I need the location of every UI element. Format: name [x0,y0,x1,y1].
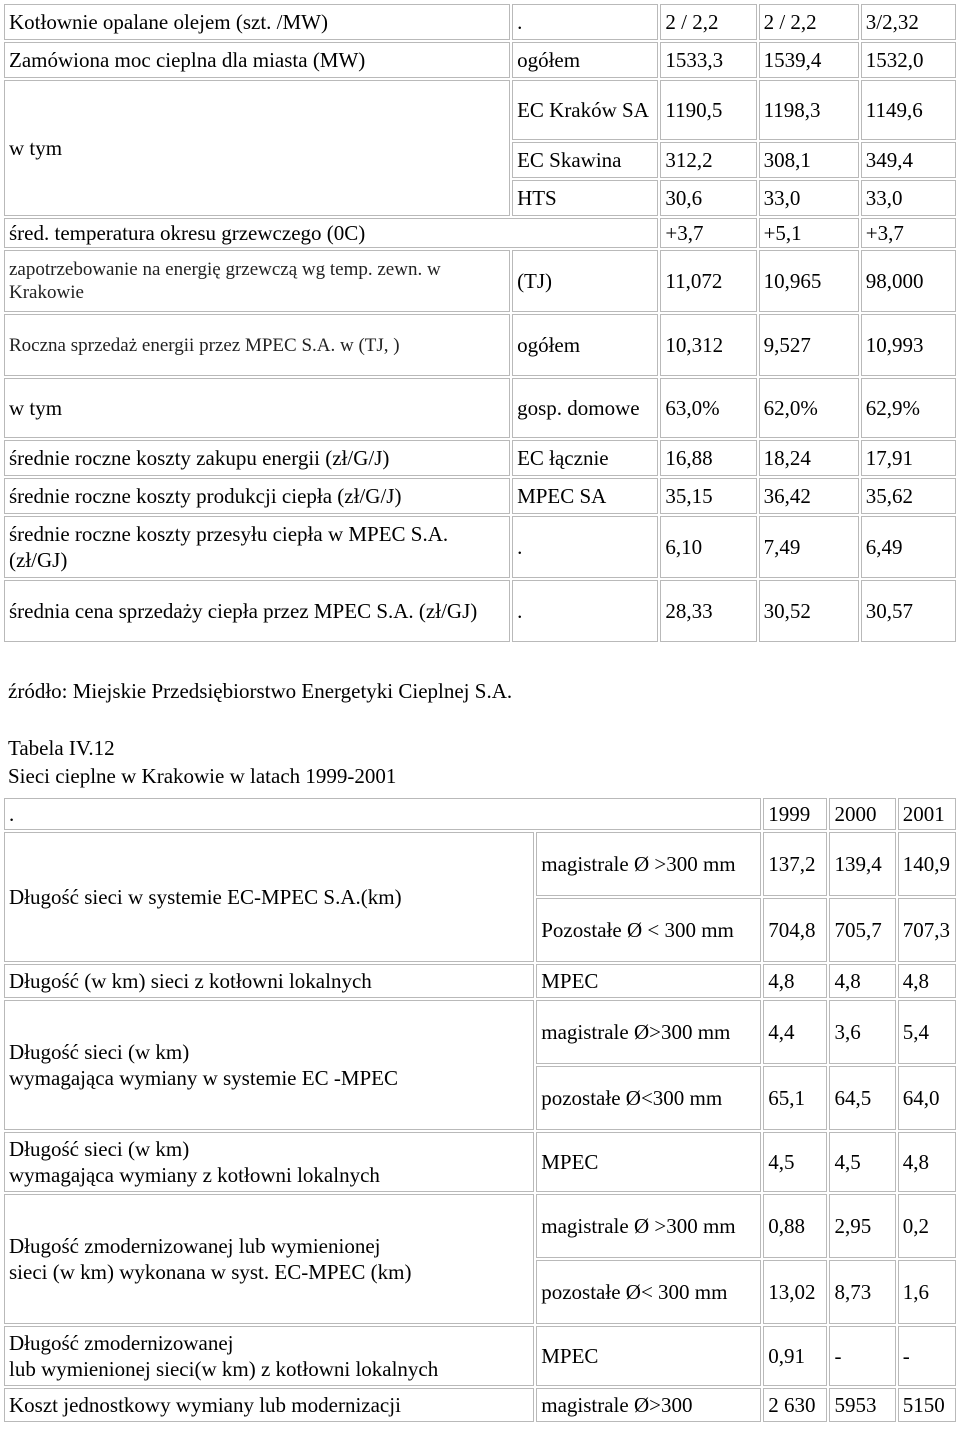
row-label-line2: wymagająca wymiany z kotłowni lokalnych [9,1163,380,1187]
table-row [4,1194,956,1258]
caption-title: Tabela IV.12 [8,736,115,760]
value-1999: 28,33 [660,580,756,642]
value-1999: 35,15 [660,478,756,514]
value-2000: 4,5 [829,1132,895,1192]
row-label: średnie roczne koszty przesyłu ciepła w MPEC S.A. (zł/GJ) [4,516,510,578]
header-year-1999: 1999 [763,798,827,830]
value-2001: 6,49 [861,516,956,578]
row-sub: EC Skawina [512,142,658,178]
value-2000: 36,42 [759,478,859,514]
table-row [4,478,956,514]
row-sub: magistrale Ø>300 mm [536,1000,761,1064]
value-1999: 2 / 2,2 [660,4,756,40]
table-row [4,1388,956,1422]
table-row [4,1326,956,1386]
value-2001: 0,2 [898,1194,956,1258]
row-label: śred. temperatura okresu grzewczego (0C) [4,218,658,248]
row-label [4,1194,534,1324]
value-2000: 33,0 [759,180,859,216]
row-label: średnie roczne koszty zakupu energii (zł/G/J) [4,440,510,476]
row-label-line1: Długość sieci (w km) [9,1040,190,1064]
table-row [4,516,956,578]
row-sub: . [512,4,658,40]
value-2001: +3,7 [861,218,956,248]
row-label-line2: lub wymienionej sieci(w km) z kotłowni lokalnych [9,1357,439,1381]
value-2001: 349,4 [861,142,956,178]
caption-subtitle: Sieci cieplne w Krakowie w latach 1999-2001 [8,764,397,788]
table-row [4,378,956,438]
value-2000: - [829,1326,895,1386]
value-2000: 705,7 [829,898,895,962]
table-row [4,250,956,312]
value-2000: 5953 [829,1388,895,1422]
row-sub: magistrale Ø >300 mm [536,1194,761,1258]
table-row [4,964,956,998]
row-label: średnie roczne koszty produkcji ciepła (zł/G/J) [4,478,510,514]
value-2001: 33,0 [861,180,956,216]
row-label: Długość (w km) sieci z kotłowni lokalnych [4,964,534,998]
value-2001: 35,62 [861,478,956,514]
value-1999: 312,2 [660,142,756,178]
header-dot: . [4,798,761,830]
value-2001: 1149,6 [861,80,956,140]
value-1999: 13,02 [763,1260,827,1324]
heating-network-table [2,796,958,1424]
value-1999: 6,10 [660,516,756,578]
table-row [4,42,956,78]
table-row [4,580,956,642]
value-1999: 1190,5 [660,80,756,140]
value-2000: 2 / 2,2 [759,4,859,40]
row-label: Długość sieci w systemie EC-MPEC S.A.(km) [4,832,534,962]
value-2001: 1532,0 [861,42,956,78]
value-2001: 5150 [898,1388,956,1422]
row-label-line1: Długość zmodernizowanej lub wymienionej [9,1234,381,1258]
value-2001: - [898,1326,956,1386]
value-2000: 8,73 [829,1260,895,1324]
value-2000: 1539,4 [759,42,859,78]
value-2001: 3/2,32 [861,4,956,40]
value-2000: 3,6 [829,1000,895,1064]
value-2001: 4,8 [898,1132,956,1192]
row-sub: pozostałe Ø< 300 mm [536,1260,761,1324]
value-2000: 308,1 [759,142,859,178]
row-label: średnia cena sprzedaży ciepła przez MPEC S.A. (zł/GJ) [4,580,510,642]
value-2000: 7,49 [759,516,859,578]
row-sub: HTS [512,180,658,216]
value-2001: 98,000 [861,250,956,312]
table-row [4,440,956,476]
row-label [4,1000,534,1130]
value-2000: 30,52 [759,580,859,642]
value-2001: 17,91 [861,440,956,476]
table-row [4,1132,956,1192]
row-sub: MPEC SA [512,478,658,514]
row-sub: magistrale Ø >300 mm [536,832,761,896]
value-2000: 18,24 [759,440,859,476]
value-2000: 1198,3 [759,80,859,140]
row-sub: MPEC [536,1326,761,1386]
value-2001: 62,9% [861,378,956,438]
row-sub: EC łącznie [512,440,658,476]
value-2001: 5,4 [898,1000,956,1064]
table-header-row [4,798,956,830]
value-2001: 707,3 [898,898,956,962]
value-2000: 2,95 [829,1194,895,1258]
value-1999: 30,6 [660,180,756,216]
value-2000: 10,965 [759,250,859,312]
value-2001: 64,0 [898,1066,956,1130]
value-2001: 10,993 [861,314,956,376]
row-label: w tym [4,378,510,438]
table-row [4,80,956,140]
row-sub: ogółem [512,314,658,376]
row-label: Zamówiona moc cieplna dla miasta (MW) [4,42,510,78]
row-label [4,1326,534,1386]
value-1999: 1533,3 [660,42,756,78]
value-2001: 140,9 [898,832,956,896]
table-row [4,1000,956,1064]
row-label: Roczna sprzedaż energii przez MPEC S.A. w (TJ, ) [4,314,510,376]
value-1999: 0,88 [763,1194,827,1258]
row-label-line1: Długość zmodernizowanej [9,1331,234,1355]
table-caption [8,734,396,790]
value-1999: 2 630 [763,1388,827,1422]
table-row [4,4,956,40]
row-sub: (TJ) [512,250,658,312]
value-2000: +5,1 [759,218,859,248]
header-year-2000: 2000 [829,798,895,830]
row-label-line2: sieci (w km) wykonana w syst. EC-MPEC (km) [9,1260,412,1284]
value-1999: 4,5 [763,1132,827,1192]
value-1999: 10,312 [660,314,756,376]
value-2001: 1,6 [898,1260,956,1324]
value-1999: 704,8 [763,898,827,962]
value-2000: 62,0% [759,378,859,438]
row-label [4,1132,534,1192]
row-label: Kotłownie opalane olejem (szt. /MW) [4,4,510,40]
row-sub: MPEC [536,964,761,998]
value-1999: 4,8 [763,964,827,998]
value-2000: 4,8 [829,964,895,998]
value-2000: 139,4 [829,832,895,896]
row-sub: EC Kraków SA [512,80,658,140]
value-2000: 64,5 [829,1066,895,1130]
row-label-line1: Długość sieci (w km) [9,1137,190,1161]
value-2001: 4,8 [898,964,956,998]
value-1999: 137,2 [763,832,827,896]
row-sub: gosp. domowe [512,378,658,438]
value-1999: 0,91 [763,1326,827,1386]
row-label: Koszt jednostkowy wymiany lub modernizacji [4,1388,534,1422]
row-sub: magistrale Ø>300 [536,1388,761,1422]
value-1999: +3,7 [660,218,756,248]
table-row [4,314,956,376]
value-2000: 9,527 [759,314,859,376]
row-label: zapotrzebowanie na energię grzewczą wg temp. zewn. w Krakowie [4,250,510,312]
row-sub: Pozostałe Ø < 300 mm [536,898,761,962]
heating-stats-table [2,2,958,644]
value-1999: 65,1 [763,1066,827,1130]
value-2001: 30,57 [861,580,956,642]
table-row [4,218,956,248]
source-note: źródło: Miejskie Przedsiębiorstwo Energetyki Cieplnej S.A. [8,679,513,703]
value-1999: 63,0% [660,378,756,438]
row-sub: MPEC [536,1132,761,1192]
value-1999: 11,072 [660,250,756,312]
row-sub: ogółem [512,42,658,78]
value-1999: 4,4 [763,1000,827,1064]
row-sub: pozostałe Ø<300 mm [536,1066,761,1130]
header-year-2001: 2001 [898,798,956,830]
row-label: w tym [4,80,510,216]
row-sub: . [512,516,658,578]
table-row [4,832,956,896]
row-label-line2: wymagająca wymiany w systemie EC -MPEC [9,1066,399,1090]
row-sub: . [512,580,658,642]
value-1999: 16,88 [660,440,756,476]
